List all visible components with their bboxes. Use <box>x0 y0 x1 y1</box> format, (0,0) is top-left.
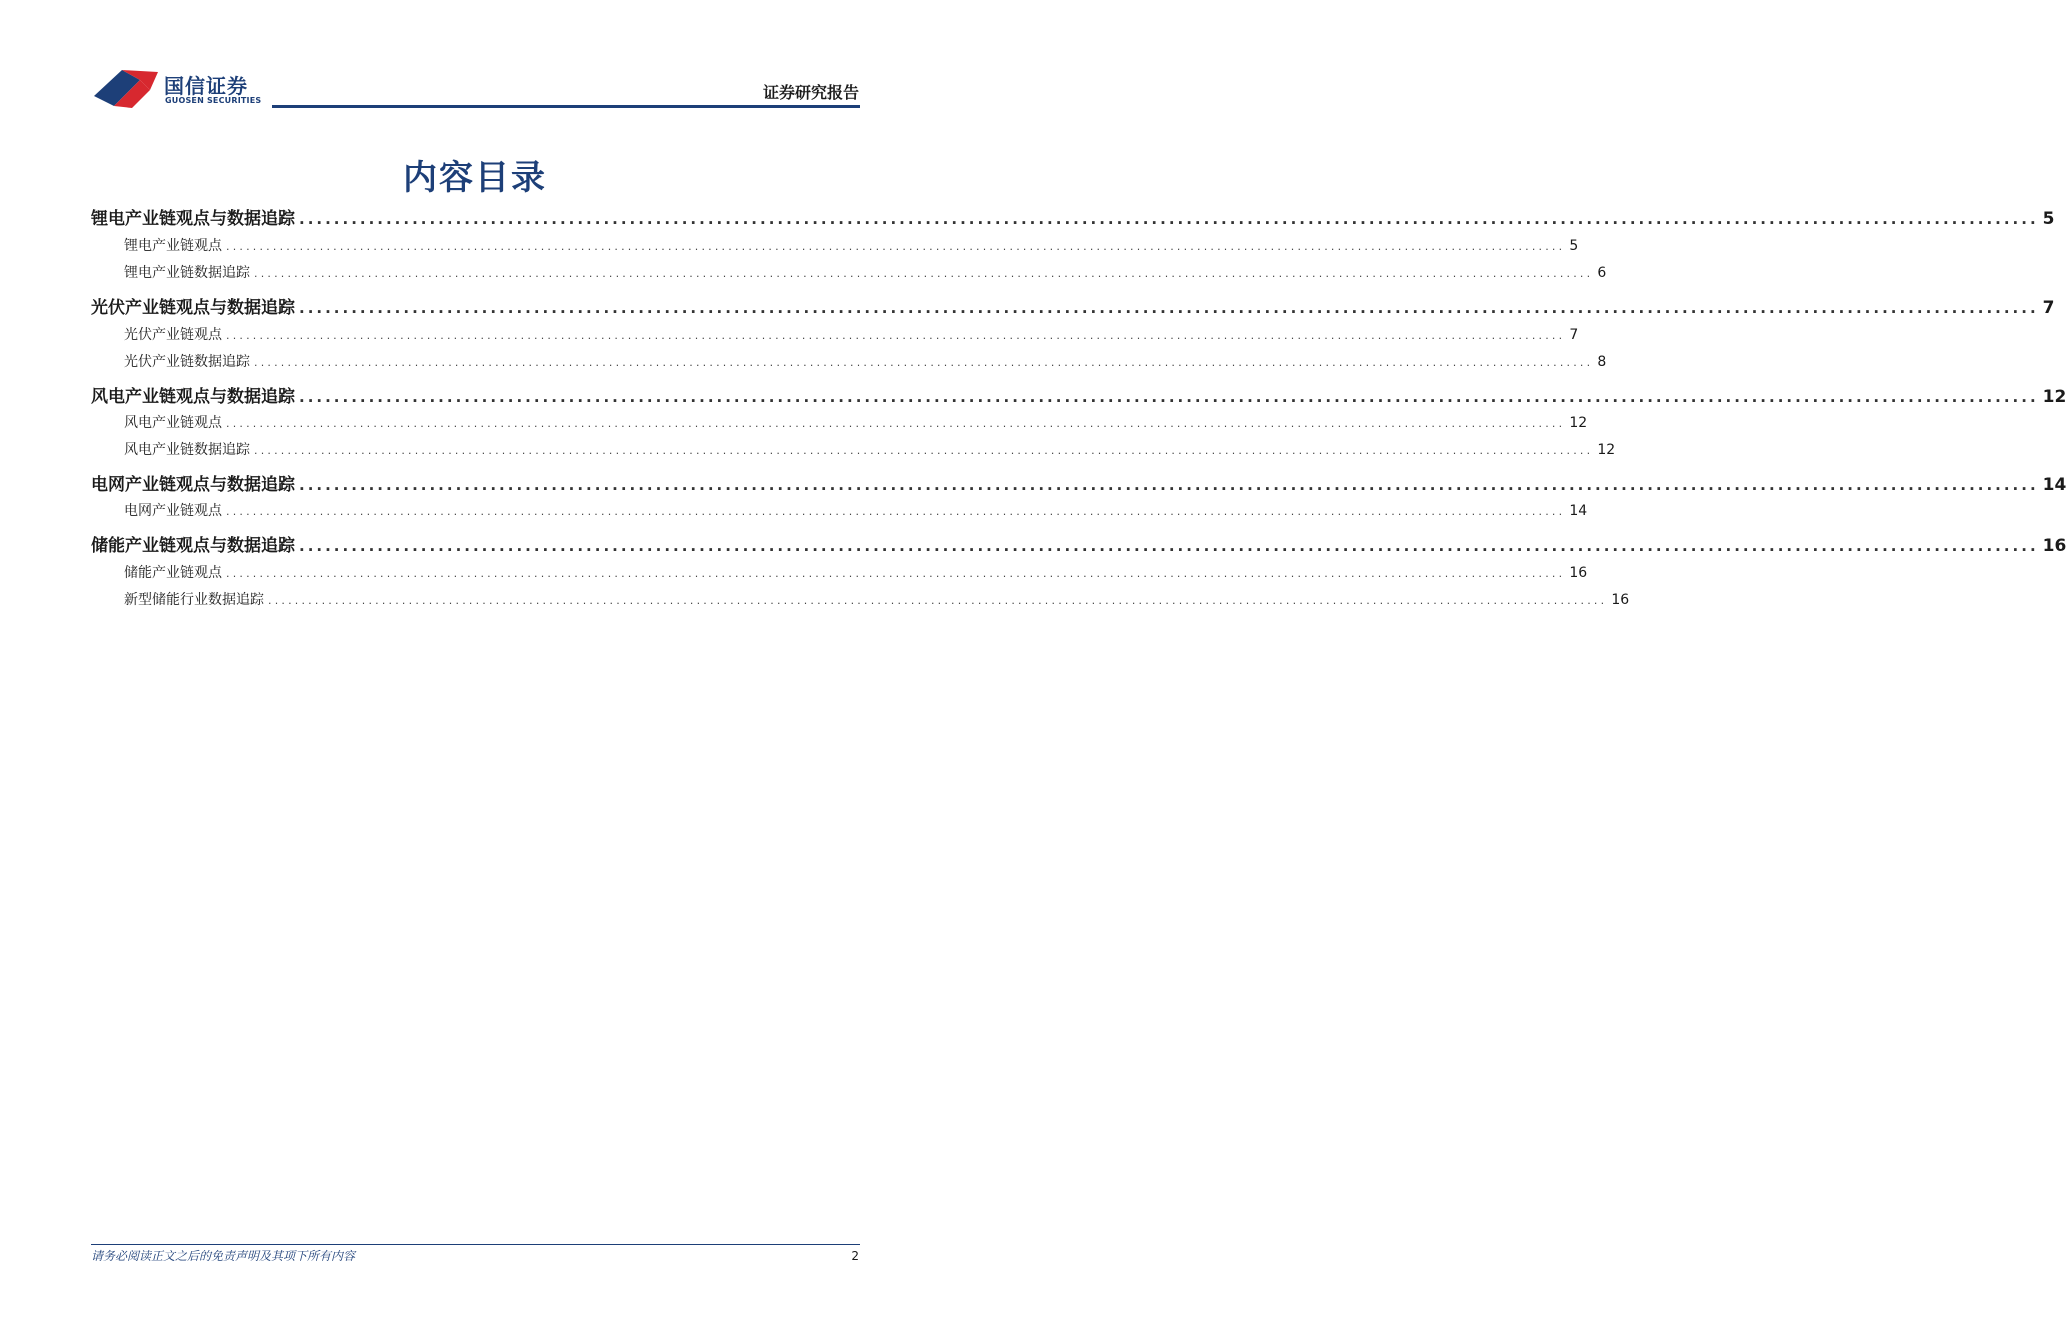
toc-entry-page: 16 <box>1611 592 1630 608</box>
toc-entry-page: 14 <box>1569 503 1588 519</box>
toc-entry-subsection[interactable] <box>91 589 1630 609</box>
toc-entry-page: 16 <box>1569 565 1588 581</box>
toc-entry-page: 7 <box>1569 327 1579 343</box>
toc-entry-subsection[interactable] <box>91 412 1588 432</box>
toc-entry-page: 16 <box>2042 536 2066 556</box>
toc-leader-dots: ........................................................................................................................................................................................................ <box>226 505 1566 518</box>
footer-divider <box>91 1244 860 1245</box>
toc-entry-page: 6 <box>1597 265 1607 281</box>
toc-entry-subsection[interactable] <box>91 351 1607 371</box>
toc-entry-subsection[interactable] <box>91 324 1579 344</box>
toc-entry-label: 光伏产业链观点 <box>124 327 222 343</box>
footer-disclaimer: 请务必阅读正文之后的免责声明及其项下所有内容 <box>91 1249 356 1263</box>
toc-entry-subsection[interactable] <box>91 439 1616 459</box>
toc-entry-page: 5 <box>2042 209 2055 229</box>
toc-entry-label: 电网产业链观点 <box>124 503 222 519</box>
header-divider <box>272 105 860 108</box>
toc-entry-page: 14 <box>2042 475 2066 495</box>
toc-entry-label: 电网产业链观点与数据追踪 <box>91 475 295 495</box>
toc-leader-dots: ........................................................................................................................................................................................................ <box>299 388 2039 406</box>
toc-leader-dots: ........................................................................................................................................................................................................ <box>226 240 1566 253</box>
toc-entry-page: 12 <box>1597 442 1616 458</box>
toc-leader-dots: ........................................................................................................................................................................................................ <box>299 299 2039 317</box>
toc-entry-label: 光伏产业链数据追踪 <box>124 354 250 370</box>
toc-entry-label: 新型储能行业数据追踪 <box>124 592 264 608</box>
toc-leader-dots: ........................................................................................................................................................................................................ <box>299 537 2039 555</box>
guosen-logo-icon <box>92 66 160 110</box>
toc-entry-label: 储能产业链观点 <box>124 565 222 581</box>
logo-text-cn: 国信证券 <box>164 74 248 98</box>
toc-entry-label: 锂电产业链观点 <box>124 238 222 254</box>
toc-entry-label: 风电产业链观点 <box>124 415 222 431</box>
toc-leader-dots: ........................................................................................................................................................................................................ <box>299 476 2039 494</box>
toc-leader-dots: ........................................................................................................................................................................................................ <box>268 594 1608 607</box>
toc-entry-section[interactable] <box>91 204 2055 229</box>
toc-entry-label: 风电产业链数据追踪 <box>124 442 250 458</box>
report-type-label: 证券研究报告 <box>762 83 859 102</box>
toc-leader-dots: ........................................................................................................................................................................................................ <box>226 567 1566 580</box>
toc-entry-subsection[interactable] <box>91 562 1588 582</box>
toc-entry-section[interactable] <box>91 470 2066 495</box>
toc-entry-page: 12 <box>2042 387 2066 407</box>
logo-text-en: GUOSEN SECURITIES <box>165 96 262 105</box>
page-header <box>0 0 950 110</box>
toc-leader-dots: ........................................................................................................................................................................................................ <box>254 444 1594 457</box>
toc-leader-dots: ........................................................................................................................................................................................................ <box>299 210 2039 228</box>
toc-entry-subsection[interactable] <box>91 500 1588 520</box>
toc-title: 内容目录 <box>403 158 547 198</box>
toc-entry-subsection[interactable] <box>91 235 1579 255</box>
toc-entry-section[interactable] <box>91 382 2066 407</box>
toc-entry-label: 光伏产业链观点与数据追踪 <box>91 298 295 318</box>
toc-entry-section[interactable] <box>91 531 2066 556</box>
toc-leader-dots: ........................................................................................................................................................................................................ <box>226 417 1566 430</box>
toc-entry-label: 锂电产业链数据追踪 <box>124 265 250 281</box>
toc-entry-page: 7 <box>2042 298 2055 318</box>
toc-entry-label: 储能产业链观点与数据追踪 <box>91 536 295 556</box>
toc-entry-page: 8 <box>1597 354 1607 370</box>
toc-leader-dots: ........................................................................................................................................................................................................ <box>254 356 1594 369</box>
toc-entry-page: 12 <box>1569 415 1588 431</box>
toc-entry-subsection[interactable] <box>91 262 1607 282</box>
toc-entry-label: 锂电产业链观点与数据追踪 <box>91 209 295 229</box>
toc-entry-page: 5 <box>1569 238 1579 254</box>
footer-page-number: 2 <box>851 1249 859 1263</box>
toc-leader-dots: ........................................................................................................................................................................................................ <box>226 329 1566 342</box>
toc-entry-label: 风电产业链观点与数据追踪 <box>91 387 295 407</box>
toc-leader-dots: ........................................................................................................................................................................................................ <box>254 267 1594 280</box>
toc-entry-section[interactable] <box>91 293 2055 318</box>
